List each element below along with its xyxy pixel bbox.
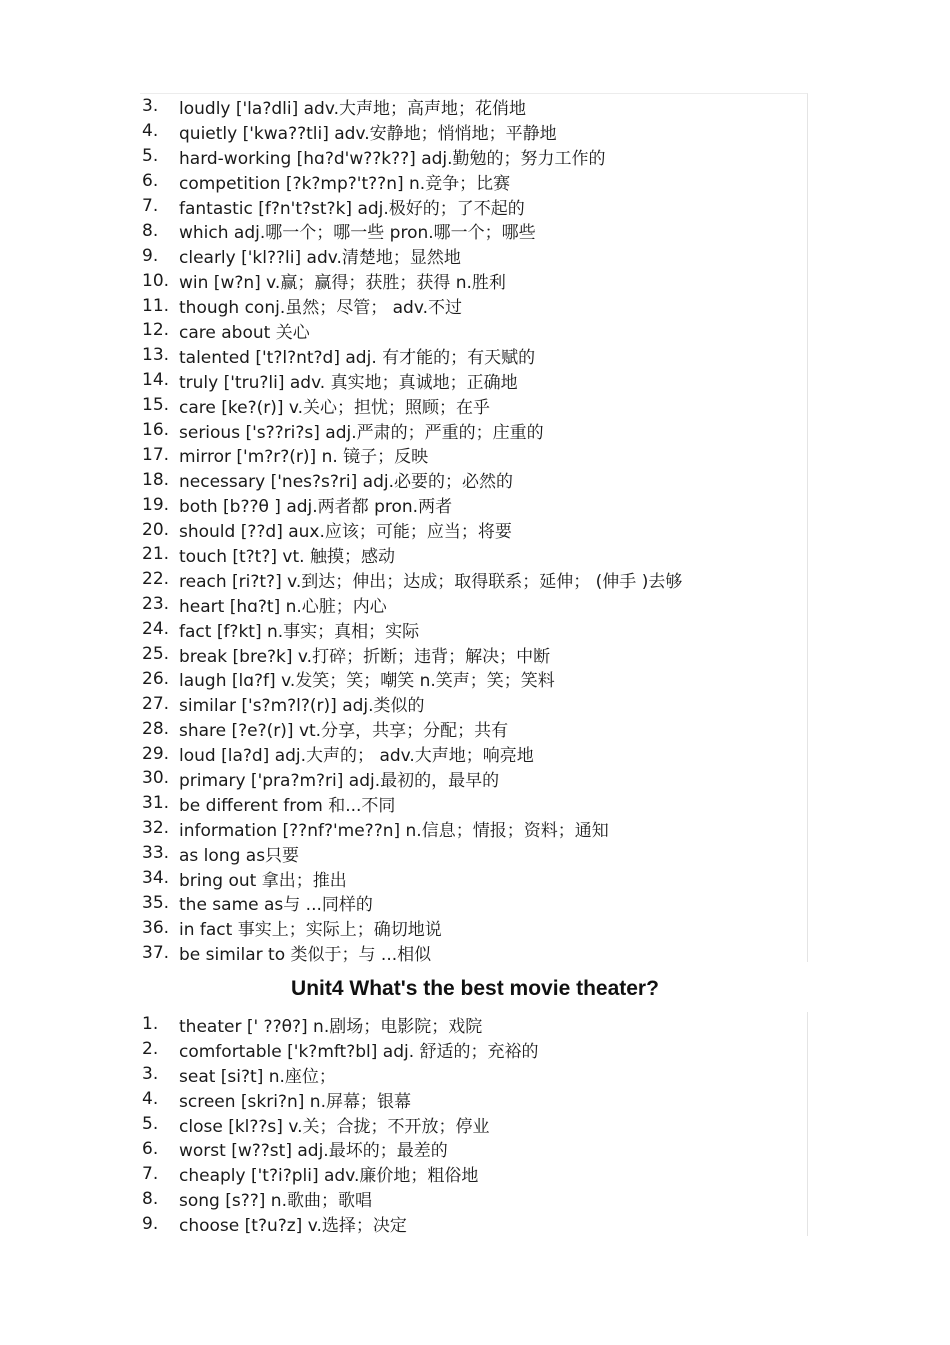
item-number: 22. [142, 569, 170, 590]
vocab-item [140, 691, 807, 716]
item-number: 11. [142, 295, 170, 316]
vocab-item [140, 517, 807, 542]
item-number: 10. [142, 270, 170, 291]
vocab-item [140, 1062, 807, 1087]
item-text: as long as只要 [179, 845, 300, 866]
vocab-item [140, 1186, 807, 1211]
item-text: mirror ['m?r?(r)] n. 镜子；反映 [179, 447, 429, 468]
item-text: truly ['tru?li] adv. 真实地；真诚地；正确地 [179, 372, 518, 393]
item-text: cheaply ['t?i?pli] adv.廉价地；粗俗地 [179, 1166, 479, 1187]
vocab-item [140, 1161, 807, 1186]
item-text: be similar to 类似于；与 ...相似 [179, 945, 432, 966]
item-number: 5. [142, 146, 159, 167]
vocab-item [140, 567, 807, 592]
unit4-vocabulary-section [140, 1012, 808, 1236]
item-text: necessary ['nes?s?ri] adj.必要的；必然的 [179, 472, 514, 493]
vocab-item [140, 368, 807, 393]
item-number: 13. [142, 345, 170, 366]
vocab-item [140, 243, 807, 268]
item-text: loud [la?d] adj.大声的； adv.大声地；响亮地 [179, 746, 534, 767]
item-text: clearly ['kl??li] adv.清楚地；显然地 [179, 248, 461, 269]
item-text: hard-working [hɑ?d'w??k??] adj.勤勉的；努力工作的 [179, 148, 606, 169]
item-text: reach [ri?t?] v.到达；伸出；达成；取得联系；延伸； (伸手 )去够 [179, 571, 683, 592]
item-text: similar ['s?m?l?(r)] adj.类似的 [179, 696, 425, 717]
item-number: 36. [142, 917, 170, 938]
item-number: 37. [142, 942, 170, 963]
vocab-item [140, 1136, 807, 1161]
item-text: share [?e?(r)] vt.分享，共享；分配；共有 [179, 721, 509, 742]
item-text: seat [si?t] n.座位； [179, 1066, 336, 1087]
vocab-item [140, 1012, 807, 1037]
item-number: 21. [142, 544, 170, 565]
vocab-item [140, 940, 807, 965]
item-text: theater [' ??θ?] n.剧场；电影院；戏院 [179, 1016, 483, 1037]
item-text: comfortable ['k?mft?bl] adj. 舒适的；充裕的 [179, 1041, 539, 1062]
item-number: 17. [142, 444, 170, 465]
item-text: quietly ['kwa??tli] adv.安静地；悄悄地；平静地 [179, 123, 557, 144]
item-text: talented ['t?l?nt?d] adj. 有才能的；有天赋的 [179, 347, 536, 368]
vocab-item [140, 393, 807, 418]
item-text: serious ['s??ri?s] adj.严肃的；严重的；庄重的 [179, 422, 544, 443]
item-text: which adj.哪一个；哪一些 pron.哪一个；哪些 [179, 223, 536, 244]
vocab-item [140, 194, 807, 219]
item-text: should [??d] aux.应该；可能；应当；将要 [179, 522, 512, 543]
vocab-item [140, 418, 807, 443]
item-text: the same as与 ...同样的 [179, 895, 373, 916]
item-number: 16. [142, 420, 170, 441]
item-text: care [ke?(r)] v.关心；担忧；照顾；在乎 [179, 397, 491, 418]
item-number: 6. [142, 171, 159, 192]
vocab-item [140, 666, 807, 691]
item-number: 8. [142, 1188, 159, 1209]
item-number: 26. [142, 668, 170, 689]
item-number: 1. [142, 1014, 159, 1035]
vocab-item [140, 592, 807, 617]
item-number: 3. [142, 1064, 159, 1085]
item-text: screen [skri?n] n.屏幕；银幕 [179, 1091, 411, 1112]
item-number: 34. [142, 868, 170, 889]
item-text: competition [?k?mp?'t??n] n.竞争；比赛 [179, 173, 511, 194]
item-text: touch [t?t?] vt. 触摸；感动 [179, 546, 395, 567]
item-text: fantastic [f?n't?st?k] adj.极好的；了不起的 [179, 198, 525, 219]
vocab-item [140, 318, 807, 343]
item-number: 28. [142, 718, 170, 739]
item-number: 30. [142, 768, 170, 789]
unit4-vocabulary-list [140, 1012, 807, 1236]
item-number: 31. [142, 793, 170, 814]
item-number: 7. [142, 196, 159, 216]
item-text: bring out 拿出；推出 [179, 870, 347, 891]
item-number: 2. [142, 1039, 159, 1060]
item-text: loudly ['la?dli] adv.大声地；高声地；花俏地 [179, 98, 526, 119]
vocab-item [140, 442, 807, 467]
vocab-item [140, 492, 807, 517]
item-text: worst [w??st] adj.最坏的；最差的 [179, 1141, 448, 1162]
item-number: 23. [142, 594, 170, 615]
item-text: in fact 事实上；实际上；确切地说 [179, 920, 442, 941]
item-number: 4. [142, 121, 159, 142]
item-text: care about 关心 [179, 322, 310, 343]
vocab-item [140, 866, 807, 891]
vocab-item [140, 1211, 807, 1236]
vocab-item [140, 716, 807, 741]
vocab-item [140, 119, 807, 144]
vocab-item [140, 741, 807, 766]
vocab-item [140, 467, 807, 492]
item-text: information [??nf?'me??n] n.信息；情报；资料；通知 [179, 820, 609, 841]
item-number: 27. [142, 693, 170, 714]
item-number: 7. [142, 1163, 159, 1184]
vocab-item [140, 169, 807, 194]
item-number: 8. [142, 220, 159, 241]
item-number: 4. [142, 1089, 159, 1110]
item-number: 20. [142, 519, 170, 540]
vocabulary-list [140, 94, 807, 965]
vocab-item [140, 268, 807, 293]
vocab-item [140, 343, 807, 368]
item-text: win [w?n] v.赢；赢得；获胜；获得 n.胜利 [179, 273, 506, 294]
item-text: primary ['pra?m?ri] adj.最初的，最早的 [179, 771, 500, 791]
vocabulary-list-section [140, 93, 808, 966]
vocab-item [140, 891, 807, 916]
item-number: 15. [142, 395, 170, 416]
vocab-item [140, 766, 807, 791]
vocab-item [140, 915, 807, 940]
vocab-item [140, 542, 807, 567]
vocab-item [140, 144, 807, 169]
item-number: 5. [142, 1114, 159, 1134]
item-text: heart [hɑ?t] n.心脏；内心 [179, 596, 387, 617]
item-text: choose [t?u?z] v.选择；决定 [179, 1216, 407, 1237]
item-number: 9. [142, 245, 159, 266]
vocab-item [140, 642, 807, 667]
item-text: be different from 和...不同 [179, 795, 396, 816]
vocab-item [140, 791, 807, 816]
item-text: close [kl??s] v.关；合拢；不开放；停业 [179, 1116, 490, 1137]
vocab-item [140, 1112, 807, 1137]
item-text: song [s??] n.歌曲；歌唱 [179, 1191, 372, 1212]
vocab-item [140, 218, 807, 243]
vocab-item [140, 94, 807, 119]
item-number: 3. [142, 96, 159, 117]
item-number: 19. [142, 494, 170, 515]
item-number: 25. [142, 644, 170, 665]
item-number: 14. [142, 370, 170, 391]
item-text: break [bre?k] v.打碎；折断；违背；解决；中断 [179, 646, 551, 667]
vocab-item [140, 816, 807, 841]
item-number: 35. [142, 892, 170, 913]
vocab-item [140, 841, 807, 866]
item-number: 6. [142, 1138, 159, 1159]
unit-title: Unit4 What's the best movie theater? [291, 977, 659, 1000]
item-number: 33. [142, 843, 170, 864]
item-number: 9. [142, 1213, 159, 1234]
item-text: both [b??θ ] adj.两者都 pron.两者 [179, 497, 453, 518]
item-text: though conj.虽然；尽管； adv.不过 [179, 298, 462, 319]
item-number: 24. [142, 619, 170, 640]
vocab-item [140, 617, 807, 642]
item-number: 32. [142, 818, 170, 839]
vocab-item [140, 293, 807, 318]
item-text: laugh [lɑ?f] v.发笑；笑；嘲笑 n.笑声；笑；笑料 [179, 671, 555, 692]
item-number: 18. [142, 469, 170, 490]
item-number: 12. [142, 320, 170, 341]
item-number: 29. [142, 743, 170, 764]
vocab-item [140, 1087, 807, 1112]
item-text: fact [f?kt] n.事实；真相；实际 [179, 621, 420, 642]
vocab-item [140, 1037, 807, 1062]
